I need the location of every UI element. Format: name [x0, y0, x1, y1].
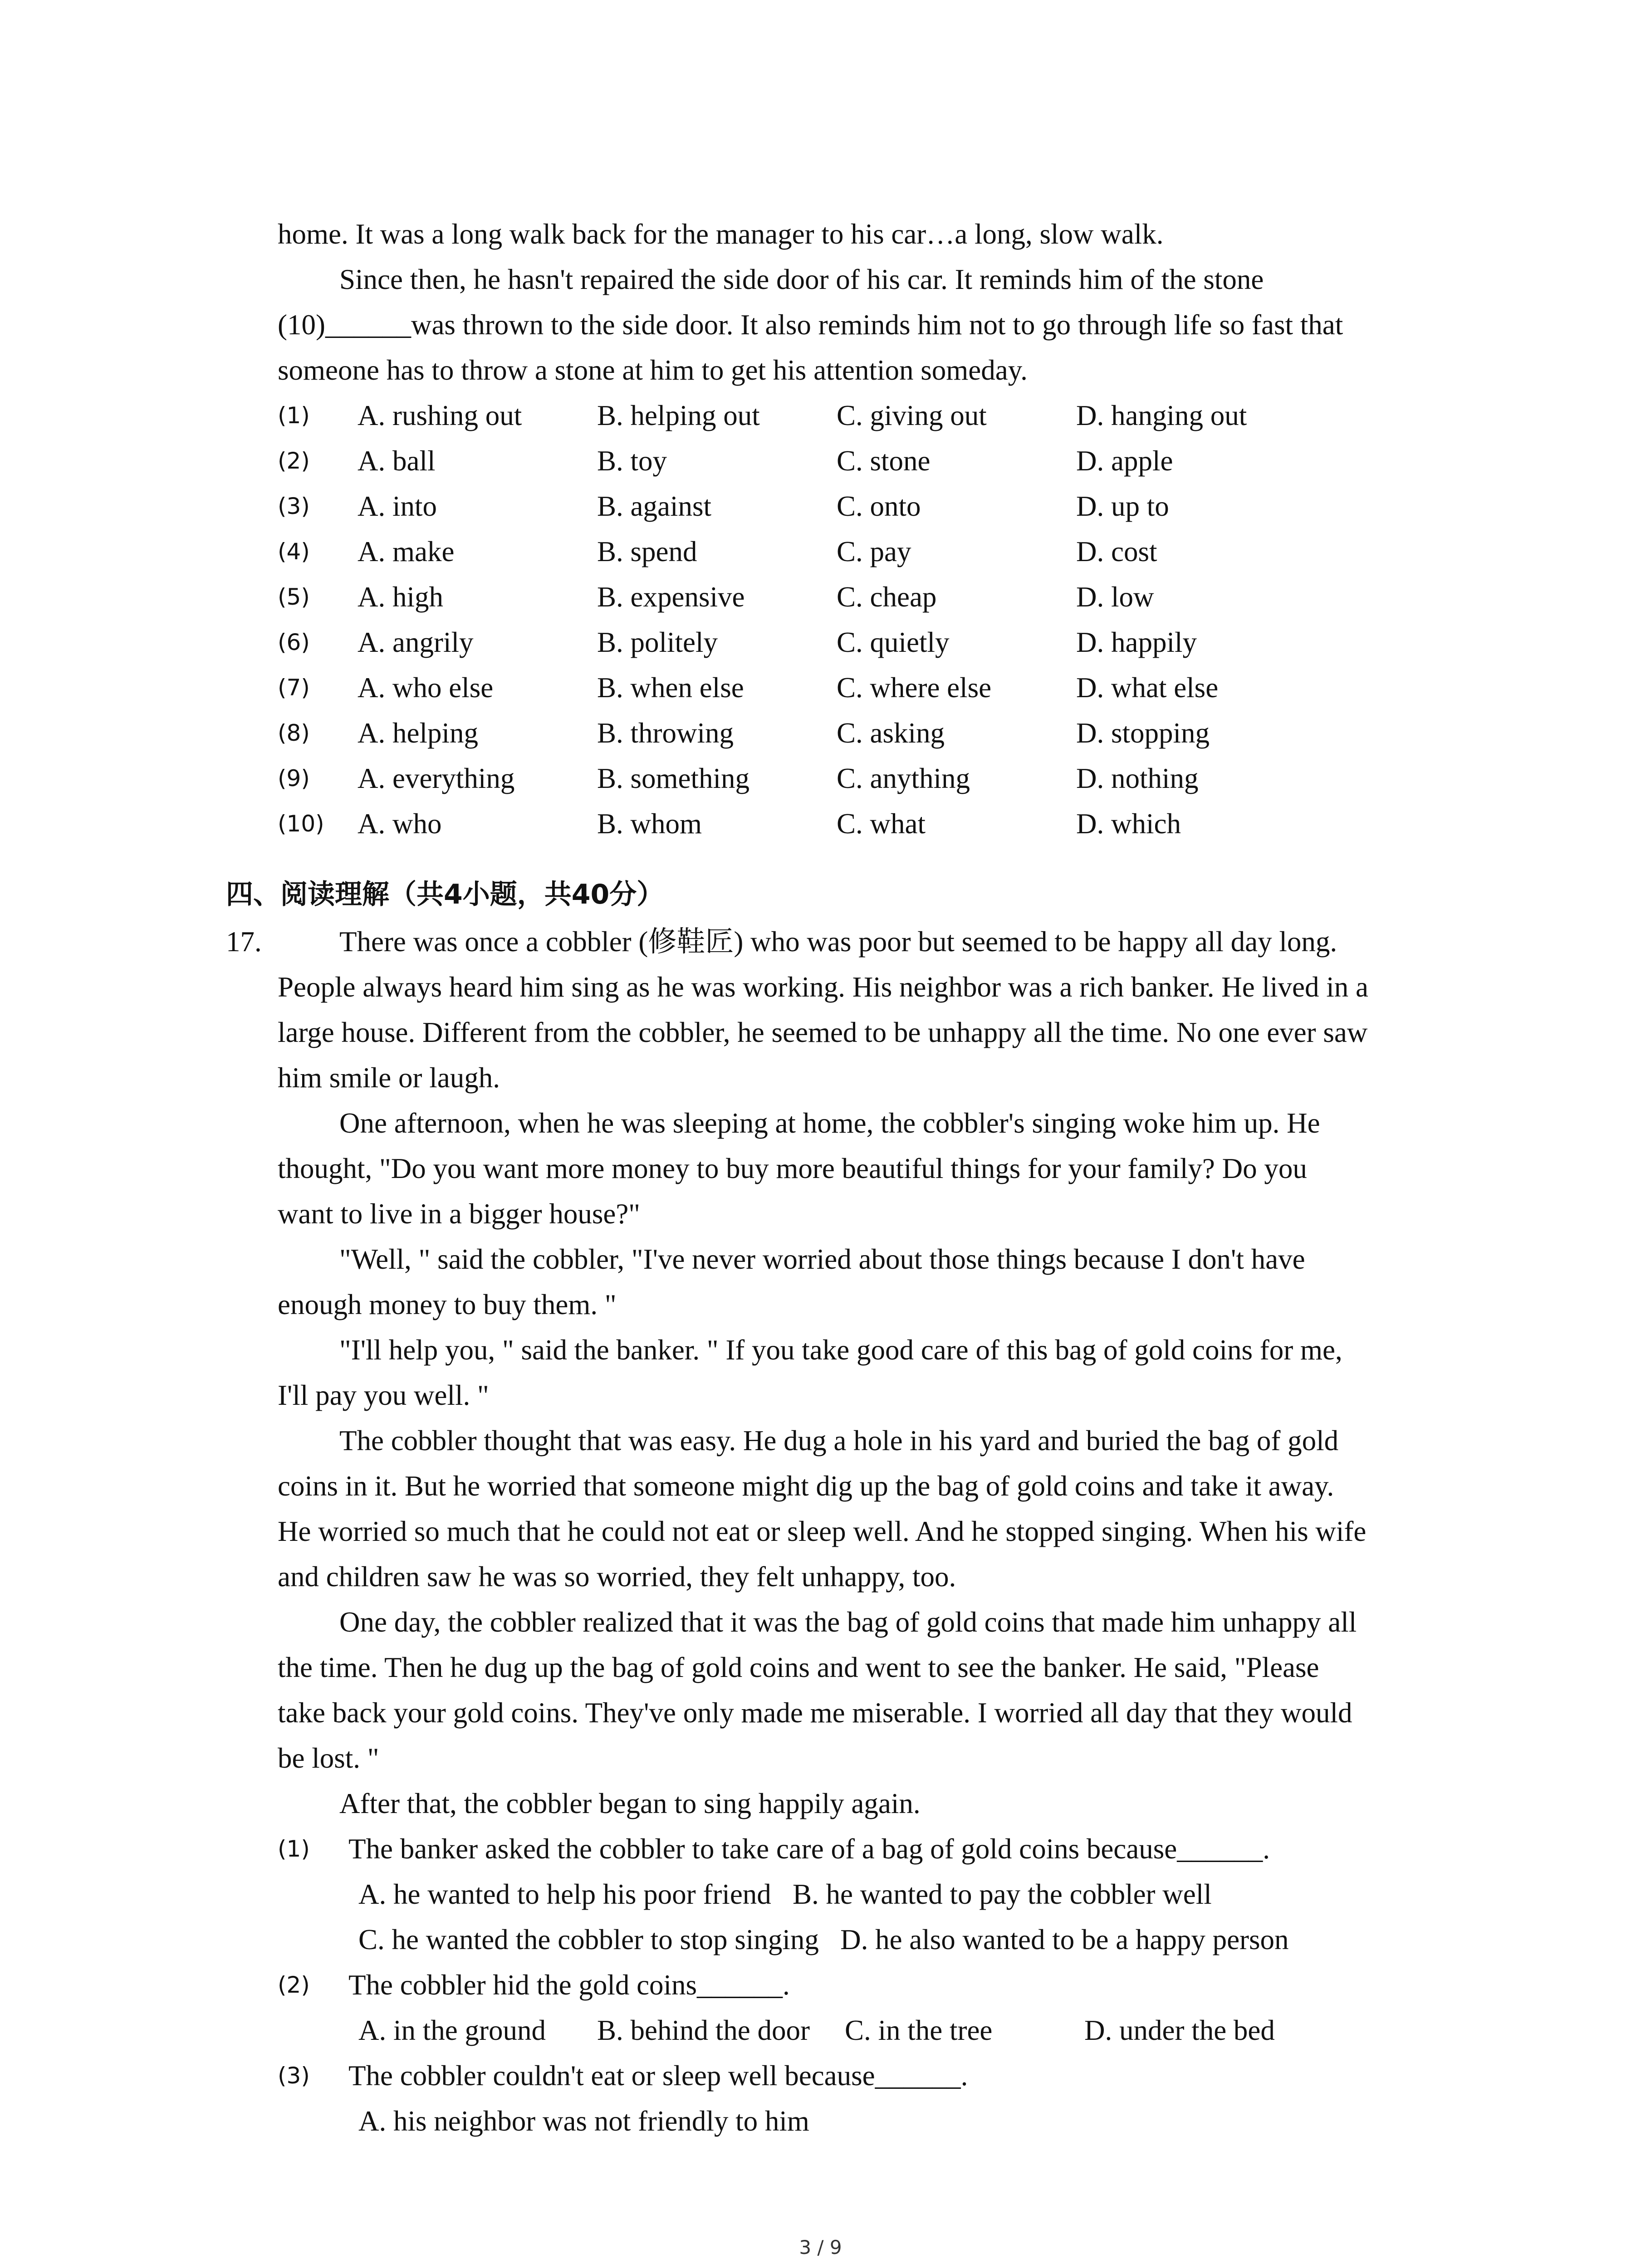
heading-count: 4	[444, 879, 463, 910]
passage-line: the time. Then he dug up the bag of gold coins and went to see the banker. He said, "Please	[278, 1652, 1319, 1683]
option-c: C. quietly	[837, 626, 950, 658]
option-c: C. cheap	[837, 581, 937, 613]
option-d: D. apple	[1076, 445, 1173, 477]
passage-line: and children saw he was so worried, they felt unhappy, too.	[278, 1561, 956, 1593]
option-number: (9)	[278, 765, 310, 792]
passage-line: Since then, he hasn't repaired the side door of his car. It reminds him of the stone	[339, 264, 1264, 295]
option-d: D. which	[1076, 808, 1181, 840]
answer-options: C. he wanted the cobbler to stop singing D. he also wanted to be a happy person	[358, 1924, 1289, 1955]
heading-text: 小题，共	[462, 879, 572, 910]
passage-line: take back your gold coins. They've only made me miserable. I worried all day that they would	[278, 1697, 1352, 1729]
option-number: (6)	[278, 629, 310, 655]
passage-line: People always heard him sing as he was working. His neighbor was a rich banker. He lived in a	[278, 971, 1368, 1003]
option-number: (7)	[278, 675, 310, 701]
passage-line: One afternoon, when he was sleeping at home, the cobbler's singing woke him up. He	[339, 1107, 1320, 1139]
option-a: A. who	[358, 808, 442, 840]
option-d: D. low	[1076, 581, 1154, 613]
passage-line: "Well, " said the cobbler, "I've never worried about those things because I don't have	[339, 1243, 1305, 1275]
passage-line: enough money to buy them. "	[278, 1289, 617, 1320]
option-b: B. expensive	[597, 581, 745, 613]
option-c: C. onto	[837, 490, 921, 522]
heading-points: 40	[571, 879, 610, 910]
passage-line: "I'll help you, " said the banker. " If you take good care of this bag of gold coins for me,	[339, 1334, 1342, 1366]
option-d: D. nothing	[1076, 763, 1199, 794]
option-a: A. his neighbor was not friendly to him	[358, 2105, 809, 2137]
passage-line: thought, "Do you want more money to buy more beautiful things for your family? Do you	[278, 1153, 1307, 1184]
option-a: A. into	[358, 490, 437, 522]
question-number: 17.	[226, 926, 262, 958]
option-b: B. whom	[597, 808, 702, 840]
option-b: B. when else	[597, 672, 744, 704]
option-b: B. helping out	[597, 400, 760, 431]
option-d: D. up to	[1076, 490, 1169, 522]
passage-line: coins in it. But he worried that someone might dig up the bag of gold coins and take it away.	[278, 1470, 1334, 1502]
section-heading	[226, 876, 664, 913]
option-number: (1)	[278, 402, 310, 429]
option-a: A. high	[358, 581, 443, 613]
heading-text: 四、阅读理解（共	[226, 879, 444, 910]
option-d: D. hanging out	[1076, 400, 1247, 431]
page-number: 3 / 9	[799, 2236, 842, 2258]
option-b: B. politely	[597, 626, 718, 658]
option-a: A. make	[358, 536, 455, 567]
option-a: A. everything	[358, 763, 515, 794]
passage-line: One day, the cobbler realized that it was the bag of gold coins that made him unhappy all	[339, 1606, 1357, 1638]
answer-options: A. he wanted to help his poor friend B. he wanted to pay the cobbler well	[358, 1878, 1212, 1910]
option-b: B. spend	[597, 536, 697, 567]
option-a: A. helping	[358, 717, 478, 749]
option-d: D. cost	[1076, 536, 1157, 567]
option-c: C. pay	[837, 536, 911, 567]
heading-text: 分）	[609, 879, 664, 910]
subquestion-stem: The cobbler hid the gold coins______.	[348, 1969, 790, 2001]
option-a: A. who else	[358, 672, 494, 704]
option-b: B. against	[597, 490, 711, 522]
option-a: A. in the ground	[358, 2014, 546, 2046]
option-a: A. ball	[358, 445, 436, 477]
passage-line: After that, the cobbler began to sing happily again.	[339, 1788, 921, 1819]
option-number: (8)	[278, 720, 310, 746]
option-number: (5)	[278, 584, 310, 610]
subquestion-stem: The banker asked the cobbler to take care of a bag of gold coins because______.	[348, 1833, 1270, 1865]
passage-line: someone has to throw a stone at him to get his attention someday.	[278, 354, 1028, 386]
option-b: B. throwing	[597, 717, 734, 749]
passage-line: (10)______was thrown to the side door. It also reminds him not to go through life so fast that	[278, 309, 1343, 341]
subquestion-number: (3)	[278, 2063, 310, 2089]
passage-line: There was once a cobbler (修鞋匠) who was poor but seemed to be happy all day long.	[339, 926, 1337, 958]
option-b: B. something	[597, 763, 750, 794]
option-d: D. stopping	[1076, 717, 1210, 749]
option-number: (2)	[278, 448, 310, 474]
option-c: C. in the tree	[845, 2014, 993, 2046]
option-a: A. rushing out	[358, 400, 522, 431]
subquestion-number: (2)	[278, 1972, 310, 1998]
option-c: C. anything	[837, 763, 970, 794]
option-a: A. angrily	[358, 626, 474, 658]
option-b: B. behind the door	[597, 2014, 810, 2046]
subquestion-stem: The cobbler couldn't eat or sleep well because______.	[348, 2060, 968, 2092]
option-d: D. what else	[1076, 672, 1219, 704]
passage-line: I'll pay you well. "	[278, 1379, 489, 1411]
passage-line: be lost. "	[278, 1742, 379, 1774]
option-c: C. stone	[837, 445, 931, 477]
option-b: B. toy	[597, 445, 667, 477]
option-c: C. what	[837, 808, 926, 840]
option-number: (4)	[278, 538, 310, 565]
option-c: C. giving out	[837, 400, 987, 431]
option-number: (10)	[278, 811, 324, 837]
subquestion-number: (1)	[278, 1836, 310, 1862]
passage-line: The cobbler thought that was easy. He dug a hole in his yard and buried the bag of gold	[339, 1425, 1339, 1457]
passage-line: He worried so much that he could not eat or sleep well. And he stopped singing. When his wife	[278, 1515, 1367, 1547]
passage-line: large house. Different from the cobbler, he seemed to be unhappy all the time. No one ever saw	[278, 1017, 1368, 1048]
passage-line: home. It was a long walk back for the manager to his car…a long, slow walk.	[278, 218, 1164, 250]
passage-line: want to live in a bigger house?"	[278, 1198, 641, 1230]
option-d: D. happily	[1076, 626, 1197, 658]
option-c: C. where else	[837, 672, 992, 704]
option-d: D. under the bed	[1084, 2014, 1275, 2046]
option-number: (3)	[278, 493, 310, 519]
passage-line: him smile or laugh.	[278, 1062, 500, 1094]
option-c: C. asking	[837, 717, 945, 749]
